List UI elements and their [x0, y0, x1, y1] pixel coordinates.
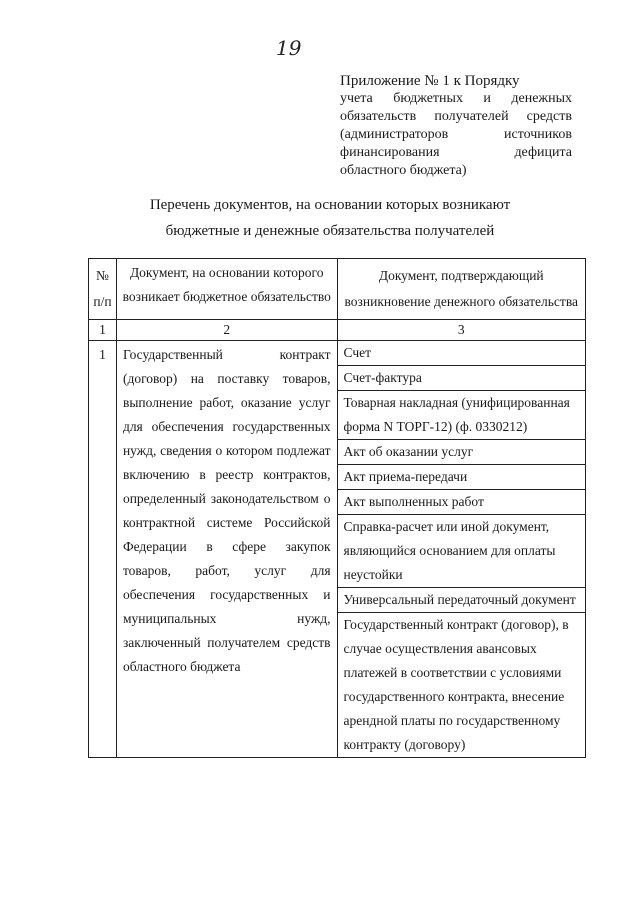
document-title-line-2: бюджетные и денежные обязательства получателей — [165, 223, 495, 239]
confirm-documents-cell — [337, 341, 585, 758]
confirm-item-invoice: Счет — [338, 341, 585, 366]
index-cell-2: 2 — [116, 320, 337, 341]
appendix-line-3: обязательств получателей средств — [340, 109, 572, 124]
table-header-row — [89, 259, 586, 320]
appendix-header — [340, 72, 572, 180]
header-num: № п/п — [89, 259, 117, 320]
confirm-item-tax-invoice: Счет-фактура — [338, 366, 585, 391]
confirm-item-universal-transfer-doc: Универсальный передаточный документ — [338, 588, 585, 613]
index-cell-3: 3 — [337, 320, 585, 341]
table-index-row — [89, 320, 586, 341]
confirm-item-services-act: Акт об оказании услуг — [338, 440, 585, 465]
page-number: 19 — [276, 36, 302, 60]
appendix-line-1: Приложение № 1 к Порядку — [340, 73, 520, 89]
confirm-item-waybill: Товарная накладная (унифицированная форма N ТОРГ-12) (ф. 0330212) — [338, 391, 585, 440]
index-cell-1: 1 — [89, 320, 117, 341]
appendix-line-5: финансирования дефицита — [340, 145, 572, 160]
document-title — [90, 192, 570, 244]
confirm-item-transfer-act: Акт приема-передачи — [338, 465, 585, 490]
header-confirm-document: Документ, подтверждающий возникновение денежного обязательства — [337, 259, 585, 320]
confirm-item-state-contract: Государственный контракт (договор), в случае осуществления авансовых платежей в соответствии с условиями государственного контракта, внесение арендной платы по государственному контракту (договору) — [343, 617, 569, 752]
row-number: 1 — [89, 341, 117, 758]
header-basis-document: Документ, на основании которого возникает бюджетное обязательство — [116, 259, 337, 320]
appendix-line-6: областного бюджета) — [340, 163, 467, 178]
confirm-item-penalty-statement: Справка-расчет или иной документ, являющийся основанием для оплаты неустойки — [338, 515, 585, 588]
confirm-item-works-act: Акт выполненных работ — [338, 490, 585, 515]
documents-table — [88, 258, 586, 758]
basis-document-cell: Государственный контракт (договор) на поставку товаров, выполнение работ, оказание услуг для обеспечения государственных нужд, сведения о котором подлежат включению в реестр контрактов, определенный законодательством о контрактной системе Российской Федерации в сфере закупок товаров, работ, услуг для обеспечения государственных и муниципальных нужд, заключенный получателем средств областного бюджета — [116, 341, 337, 758]
appendix-line-4: (администраторов источников — [340, 127, 572, 142]
appendix-line-2: учета бюджетных и денежных — [340, 91, 572, 106]
table-row — [89, 341, 586, 758]
document-title-line-1: Перечень документов, на основании которых возникают — [149, 197, 511, 213]
